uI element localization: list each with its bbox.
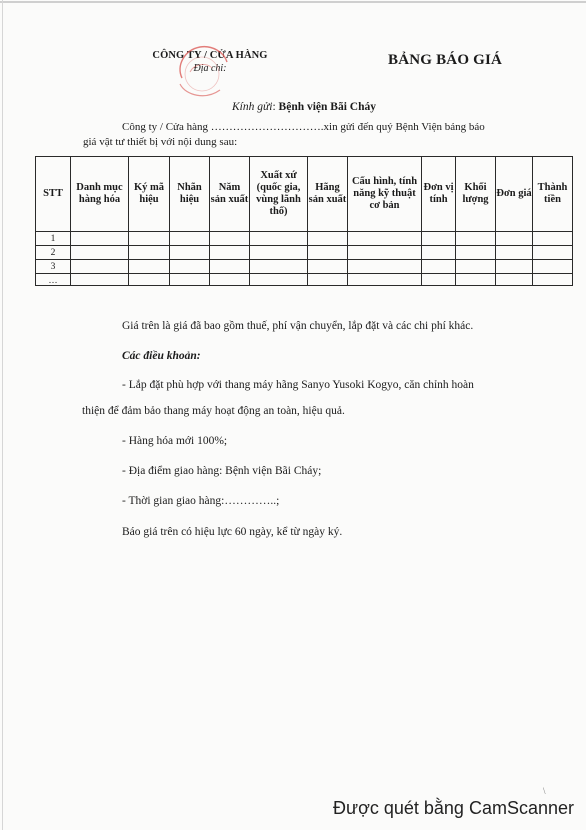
terms-heading: Các điều khoản: bbox=[122, 350, 201, 362]
table-row bbox=[36, 274, 573, 286]
header-model-code: Ký mã hiệu bbox=[129, 157, 170, 232]
header-quantity: Khối lượng bbox=[456, 157, 496, 232]
table-row bbox=[36, 232, 573, 246]
header-brand: Nhãn hiệu bbox=[170, 157, 210, 232]
company-name: CÔNG TY / CỬA HÀNG bbox=[152, 50, 268, 61]
quote-table bbox=[35, 156, 573, 286]
recipient-line: Kính gửi: Bệnh viện Bãi Cháy bbox=[232, 101, 376, 113]
term-3: - Địa điểm giao hàng: Bệnh viện Bãi Cháy; bbox=[122, 465, 322, 477]
header-item-name: Danh mục hàng hóa bbox=[71, 157, 129, 232]
header-manufacturer: Hãng sản xuất bbox=[308, 157, 348, 232]
document-title: BẢNG BÁO GIÁ bbox=[388, 52, 503, 68]
row-number: 1 bbox=[36, 232, 71, 246]
header-origin: Xuất xứ (quốc gia, vùng lãnh thổ) bbox=[250, 157, 308, 232]
intro-line-2: giá vật tư thiết bị với nội dung sau: bbox=[83, 136, 238, 148]
row-number: … bbox=[36, 274, 71, 286]
red-stamp-icon bbox=[172, 40, 234, 102]
table-row bbox=[36, 246, 573, 260]
intro-line-1: Công ty / Cửa hàng ………………………….xin gửi đến quý Bệnh Viện bảng báo bbox=[122, 121, 485, 133]
camscanner-watermark: Được quét bằng CamScanner bbox=[333, 798, 574, 818]
validity-note: Báo giá trên có hiệu lực 60 ngày, kể từ ngày ký. bbox=[122, 526, 343, 538]
scan-edge-left bbox=[2, 0, 3, 830]
row-number: 3 bbox=[36, 260, 71, 274]
price-note: Giá trên là giá đã bao gồm thuế, phí vận chuyển, lắp đặt và các chi phí khác. bbox=[122, 320, 474, 332]
term-4: - Thời gian giao hàng:…………..; bbox=[122, 495, 280, 507]
recipient-label: Kính gửi bbox=[232, 101, 273, 113]
header-total: Thành tiền bbox=[533, 157, 573, 232]
term-1-line-2: thiện để đảm bảo thang máy hoạt động an toàn, hiệu quả. bbox=[82, 405, 345, 417]
term-2: - Hàng hóa mới 100%; bbox=[122, 435, 228, 447]
term-1-line-1: - Lắp đặt phù hợp với thang máy hãng Sanyo Yusoki Kogyo, căn chỉnh hoàn bbox=[122, 379, 474, 391]
header-unit: Đơn vị tính bbox=[422, 157, 456, 232]
row-number: 2 bbox=[36, 246, 71, 260]
header-stt: STT bbox=[36, 157, 71, 232]
header-unit-price: Đơn giá bbox=[496, 157, 533, 232]
header-specs: Cấu hình, tính năng kỹ thuật cơ bản bbox=[348, 157, 422, 232]
table-header-row bbox=[36, 157, 573, 232]
scan-edge-top bbox=[0, 1, 586, 3]
address-label: Địa chỉ: bbox=[193, 63, 227, 74]
recipient-name: Bệnh viện Bãi Cháy bbox=[278, 101, 376, 113]
scan-mark-tick: \ bbox=[543, 786, 546, 796]
header-year: Năm sản xuất bbox=[210, 157, 250, 232]
table-row bbox=[36, 260, 573, 274]
